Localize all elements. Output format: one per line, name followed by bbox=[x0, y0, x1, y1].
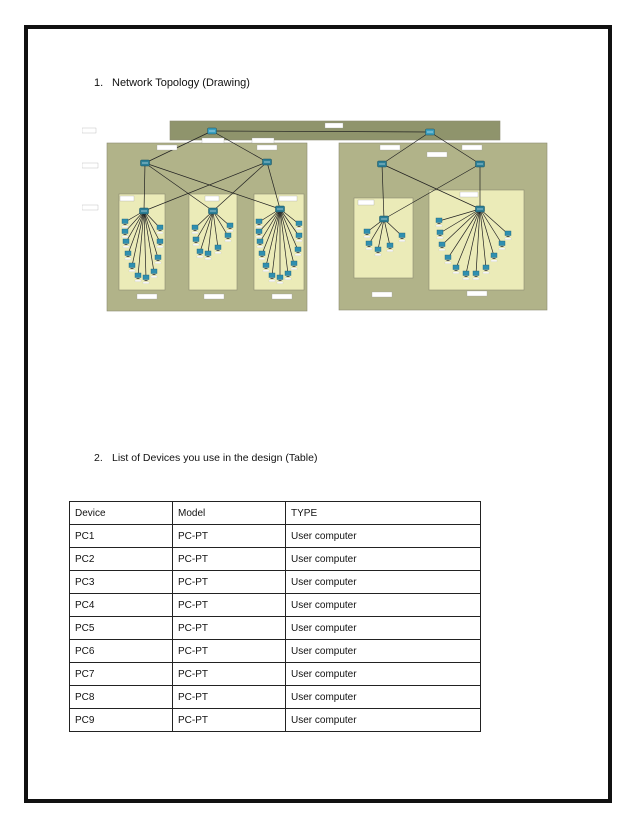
device-label bbox=[129, 270, 135, 272]
cell-model: PC-PT bbox=[173, 663, 286, 686]
pc-stand-icon bbox=[145, 280, 148, 281]
device-label bbox=[279, 196, 297, 201]
pc-icon bbox=[491, 253, 497, 258]
pc-stand-icon bbox=[271, 278, 274, 279]
header-type: TYPE bbox=[286, 502, 481, 525]
pc-icon bbox=[257, 239, 263, 244]
pc-stand-icon bbox=[493, 258, 496, 259]
pc-stand-icon bbox=[261, 256, 264, 257]
device-label bbox=[257, 145, 277, 150]
table-row bbox=[70, 709, 481, 732]
device-label bbox=[296, 228, 302, 230]
pc-icon bbox=[157, 225, 163, 230]
device-label bbox=[155, 262, 161, 264]
pc-stand-icon bbox=[447, 260, 450, 261]
pc-icon bbox=[277, 275, 283, 280]
cell-device: PC4 bbox=[70, 594, 173, 617]
cell-device: PC9 bbox=[70, 709, 173, 732]
cell-type: User computer bbox=[286, 594, 481, 617]
device-label bbox=[453, 272, 459, 274]
table-row bbox=[70, 594, 481, 617]
pc-stand-icon bbox=[159, 230, 162, 231]
device-label bbox=[205, 196, 219, 201]
device-label bbox=[197, 256, 203, 258]
device-label bbox=[157, 145, 177, 150]
device-label bbox=[295, 254, 301, 256]
section-number: 1. bbox=[94, 77, 104, 89]
pc-stand-icon bbox=[124, 234, 127, 235]
pc-icon bbox=[445, 255, 451, 260]
pc-icon bbox=[439, 242, 445, 247]
pc-stand-icon bbox=[127, 256, 130, 257]
device-label bbox=[499, 248, 505, 250]
pc-stand-icon bbox=[258, 234, 261, 235]
section-title: List of Devices you use in the design (Table) bbox=[112, 452, 318, 464]
pc-icon bbox=[125, 251, 131, 256]
device-label bbox=[120, 196, 134, 201]
pc-stand-icon bbox=[455, 270, 458, 271]
pc-stand-icon bbox=[507, 236, 510, 237]
device-label bbox=[467, 291, 487, 296]
device-label bbox=[125, 258, 131, 260]
cell-type: User computer bbox=[286, 640, 481, 663]
device-label bbox=[135, 280, 141, 282]
cell-model: PC-PT bbox=[173, 525, 286, 548]
pc-stand-icon bbox=[475, 276, 478, 277]
pc-icon bbox=[387, 243, 393, 248]
device-label bbox=[460, 192, 478, 197]
pc-icon bbox=[192, 225, 198, 230]
pc-stand-icon bbox=[194, 230, 197, 231]
cell-device: PC3 bbox=[70, 571, 173, 594]
device-label bbox=[151, 276, 157, 278]
device-label bbox=[437, 237, 443, 239]
device-label bbox=[296, 240, 302, 242]
cell-type: User computer bbox=[286, 525, 481, 548]
device-label bbox=[257, 246, 263, 248]
pc-stand-icon bbox=[389, 248, 392, 249]
device-label bbox=[364, 236, 370, 238]
pc-icon bbox=[256, 219, 262, 224]
cell-type: User computer bbox=[286, 571, 481, 594]
device-label bbox=[202, 138, 224, 143]
pc-stand-icon bbox=[124, 224, 127, 225]
pc-stand-icon bbox=[258, 224, 261, 225]
device-label bbox=[380, 145, 400, 150]
table-row bbox=[70, 663, 481, 686]
table-row bbox=[70, 640, 481, 663]
table-row bbox=[70, 571, 481, 594]
pc-stand-icon bbox=[366, 234, 369, 235]
device-label bbox=[505, 238, 511, 240]
pc-icon bbox=[193, 237, 199, 242]
pc-icon bbox=[122, 229, 128, 234]
pc-icon bbox=[197, 249, 203, 254]
pc-stand-icon bbox=[465, 276, 468, 277]
device-label bbox=[375, 254, 381, 256]
pc-icon bbox=[453, 265, 459, 270]
device-label bbox=[263, 270, 269, 272]
pc-stand-icon bbox=[297, 252, 300, 253]
device-label bbox=[193, 244, 199, 246]
pc-icon bbox=[437, 230, 443, 235]
pc-stand-icon bbox=[441, 247, 444, 248]
pc-stand-icon bbox=[265, 268, 268, 269]
pc-icon bbox=[135, 273, 141, 278]
pc-icon bbox=[269, 273, 275, 278]
pc-stand-icon bbox=[131, 268, 134, 269]
pc-icon bbox=[227, 223, 233, 228]
device-label bbox=[204, 294, 224, 299]
pc-icon bbox=[296, 233, 302, 238]
layer-caption bbox=[82, 163, 98, 168]
pc-stand-icon bbox=[401, 238, 404, 239]
device-label bbox=[272, 294, 292, 299]
device-label bbox=[225, 240, 231, 242]
device-label bbox=[227, 230, 233, 232]
section-heading-topology bbox=[94, 77, 250, 89]
pc-stand-icon bbox=[368, 246, 371, 247]
device-label bbox=[256, 226, 262, 228]
device-label bbox=[137, 294, 157, 299]
pc-stand-icon bbox=[159, 244, 162, 245]
pc-icon bbox=[483, 265, 489, 270]
device-label bbox=[325, 123, 343, 128]
cell-type: User computer bbox=[286, 663, 481, 686]
device-label bbox=[372, 292, 392, 297]
device-label bbox=[366, 248, 372, 250]
header-device: Device bbox=[70, 502, 173, 525]
pc-icon bbox=[473, 271, 479, 276]
cell-model: PC-PT bbox=[173, 548, 286, 571]
cell-model: PC-PT bbox=[173, 709, 286, 732]
cell-type: User computer bbox=[286, 617, 481, 640]
pc-icon bbox=[463, 271, 469, 276]
section-title: Network Topology (Drawing) bbox=[112, 77, 250, 89]
pc-icon bbox=[225, 233, 231, 238]
device-label bbox=[463, 278, 469, 280]
pc-stand-icon bbox=[227, 238, 230, 239]
pc-stand-icon bbox=[298, 238, 301, 239]
pc-stand-icon bbox=[199, 254, 202, 255]
pc-stand-icon bbox=[153, 274, 156, 275]
section-heading-devices bbox=[94, 452, 317, 464]
pc-icon bbox=[364, 229, 370, 234]
device-label bbox=[252, 138, 274, 143]
device-label bbox=[143, 282, 149, 284]
pc-stand-icon bbox=[377, 252, 380, 253]
cell-model: PC-PT bbox=[173, 686, 286, 709]
pc-stand-icon bbox=[501, 246, 504, 247]
cell-device: PC6 bbox=[70, 640, 173, 663]
header-model: Model bbox=[173, 502, 286, 525]
device-label bbox=[473, 278, 479, 280]
pc-stand-icon bbox=[298, 226, 301, 227]
cell-model: PC-PT bbox=[173, 594, 286, 617]
cell-model: PC-PT bbox=[173, 640, 286, 663]
cell-device: PC8 bbox=[70, 686, 173, 709]
device-label bbox=[122, 236, 128, 238]
device-label bbox=[445, 262, 451, 264]
cell-model: PC-PT bbox=[173, 617, 286, 640]
pc-stand-icon bbox=[195, 242, 198, 243]
device-label bbox=[483, 272, 489, 274]
pc-stand-icon bbox=[217, 250, 220, 251]
pc-icon bbox=[296, 221, 302, 226]
pc-icon bbox=[285, 271, 291, 276]
pc-icon bbox=[151, 269, 157, 274]
device-label bbox=[491, 260, 497, 262]
pc-icon bbox=[499, 241, 505, 246]
device-label bbox=[205, 258, 211, 260]
cell-device: PC7 bbox=[70, 663, 173, 686]
pc-stand-icon bbox=[287, 276, 290, 277]
device-label bbox=[269, 280, 275, 282]
device-label bbox=[399, 240, 405, 242]
device-label bbox=[291, 268, 297, 270]
device-label bbox=[387, 250, 393, 252]
device-label bbox=[215, 252, 221, 254]
table-row bbox=[70, 617, 481, 640]
pc-stand-icon bbox=[259, 244, 262, 245]
pc-icon bbox=[143, 275, 149, 280]
device-label bbox=[122, 226, 128, 228]
cell-device: PC5 bbox=[70, 617, 173, 640]
device-label bbox=[123, 246, 129, 248]
pc-stand-icon bbox=[438, 223, 441, 224]
device-label bbox=[157, 246, 163, 248]
pc-icon bbox=[215, 245, 221, 250]
table-row bbox=[70, 686, 481, 709]
pc-icon bbox=[129, 263, 135, 268]
pc-icon bbox=[157, 239, 163, 244]
pc-stand-icon bbox=[279, 280, 282, 281]
layer-caption bbox=[82, 128, 96, 133]
device-label bbox=[157, 232, 163, 234]
device-label bbox=[427, 152, 447, 157]
pc-icon bbox=[263, 263, 269, 268]
pc-icon bbox=[366, 241, 372, 246]
device-label bbox=[439, 249, 445, 251]
network-topology-diagram bbox=[82, 118, 552, 314]
device-label bbox=[436, 225, 442, 227]
pc-icon bbox=[291, 261, 297, 266]
pc-stand-icon bbox=[485, 270, 488, 271]
device-label bbox=[192, 232, 198, 234]
pc-stand-icon bbox=[229, 228, 232, 229]
device-label bbox=[285, 278, 291, 280]
pc-icon bbox=[259, 251, 265, 256]
device-label bbox=[256, 236, 262, 238]
pc-icon bbox=[295, 247, 301, 252]
device-table bbox=[69, 501, 481, 732]
pc-stand-icon bbox=[125, 244, 128, 245]
device-label bbox=[358, 200, 374, 205]
cell-model: PC-PT bbox=[173, 571, 286, 594]
cell-type: User computer bbox=[286, 686, 481, 709]
pc-icon bbox=[505, 231, 511, 236]
table-row bbox=[70, 525, 481, 548]
pc-icon bbox=[123, 239, 129, 244]
pc-stand-icon bbox=[207, 256, 210, 257]
table-row bbox=[70, 548, 481, 571]
table-header-row bbox=[70, 502, 481, 525]
pc-icon bbox=[122, 219, 128, 224]
pc-icon bbox=[436, 218, 442, 223]
pc-icon bbox=[399, 233, 405, 238]
pc-stand-icon bbox=[137, 278, 140, 279]
device-label bbox=[259, 258, 265, 260]
device-label bbox=[462, 145, 482, 150]
cell-type: User computer bbox=[286, 548, 481, 571]
cell-device: PC2 bbox=[70, 548, 173, 571]
pc-stand-icon bbox=[293, 266, 296, 267]
pc-icon bbox=[256, 229, 262, 234]
cell-device: PC1 bbox=[70, 525, 173, 548]
section-number: 2. bbox=[94, 452, 103, 464]
pc-stand-icon bbox=[439, 235, 442, 236]
cell-type: User computer bbox=[286, 709, 481, 732]
pc-icon bbox=[155, 255, 161, 260]
device-label bbox=[277, 282, 283, 284]
pc-stand-icon bbox=[157, 260, 160, 261]
layer-caption bbox=[82, 205, 98, 210]
pc-icon bbox=[205, 251, 211, 256]
pc-icon bbox=[375, 247, 381, 252]
